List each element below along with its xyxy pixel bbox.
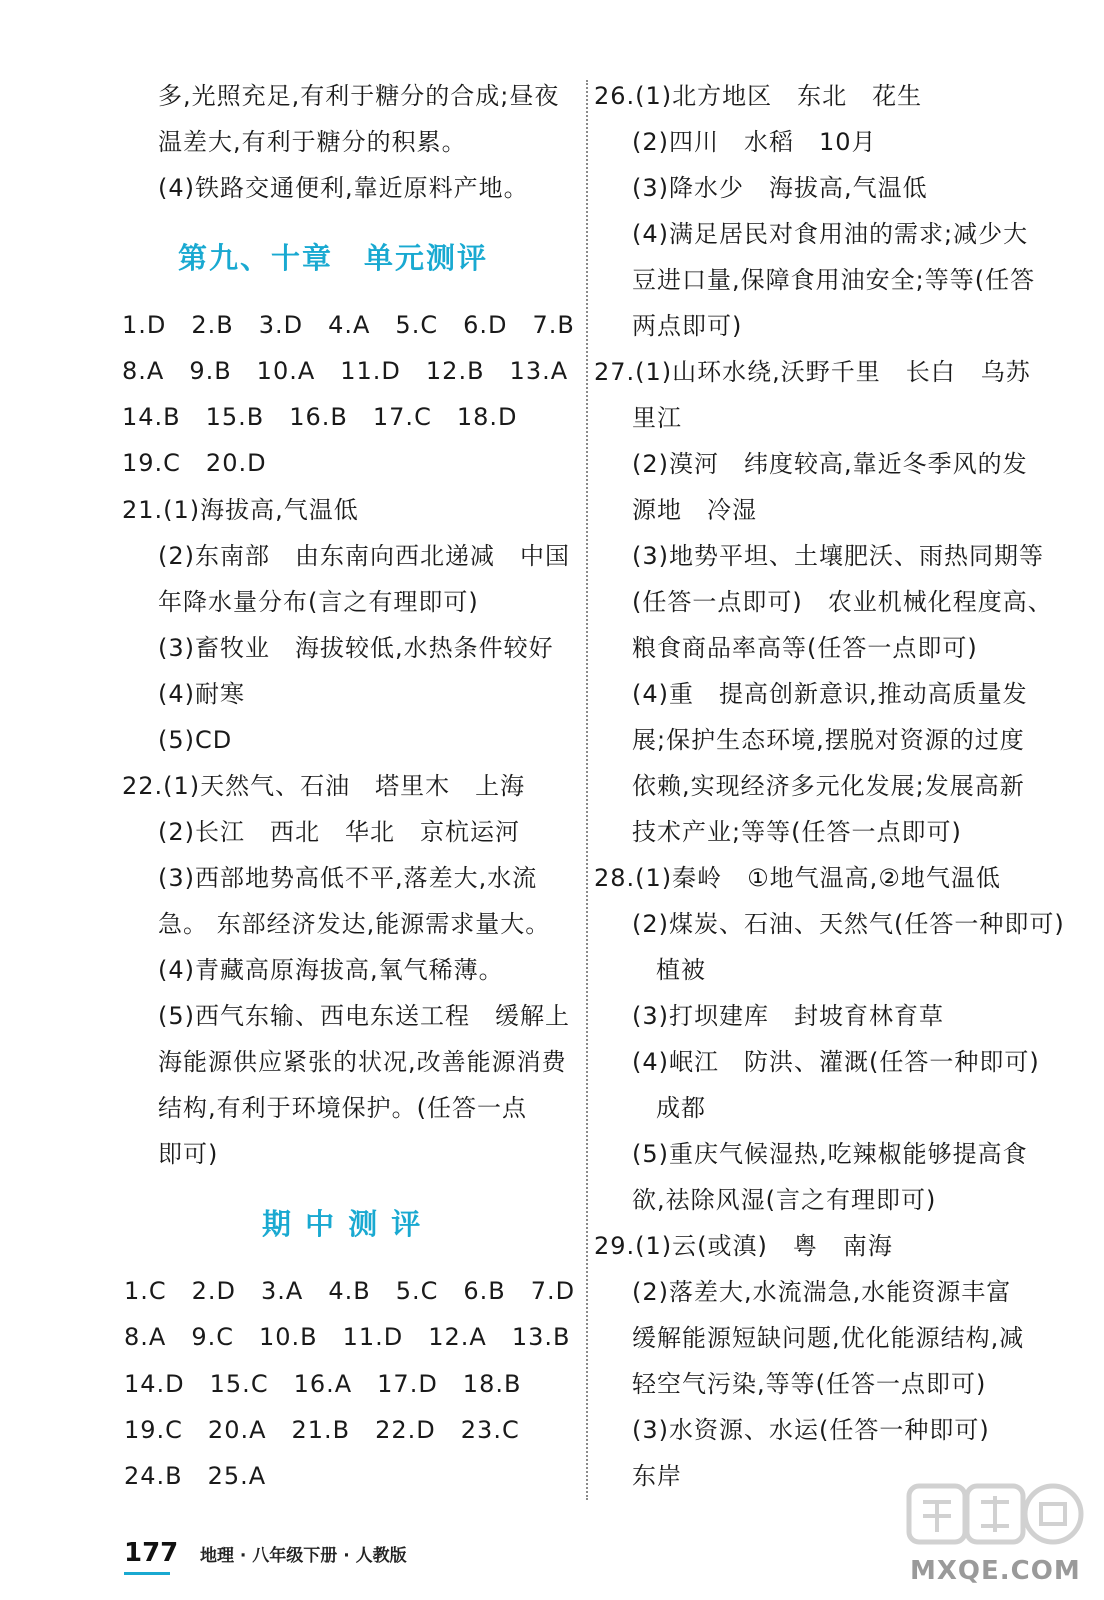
text-line: 多,光照充足,有利于糖分的合成;昼夜: [158, 82, 560, 110]
answer-line: 技术产业;等等(任答一点即可): [632, 818, 962, 846]
answer-line: 豆进口量,保障食用油安全;等等(任答: [632, 266, 1036, 294]
answer-line: 欲,祛除风湿(言之有理即可): [632, 1186, 937, 1214]
answer-line: (5)西气东输、西电东送工程 缓解上: [158, 1002, 570, 1030]
book-info: 地理 · 八年级下册 · 人教版: [200, 1546, 407, 1566]
answer-line: 14.D 15.C 16.A 17.D 18.B: [124, 1370, 522, 1398]
answer-line: (3)西部地势高低不平,落差大,水流: [158, 864, 538, 892]
section-title-midterm: 期 中 测 评: [262, 1207, 423, 1241]
answer-line: 依赖,实现经济多元化发展;发展高新: [632, 772, 1025, 800]
answer-line: (4)岷江 防洪、灌溉(任答一种即可): [632, 1048, 1040, 1076]
answer-line: 东岸: [632, 1462, 682, 1490]
answer-line: (2)四川 水稻 10月: [632, 128, 877, 156]
answer-line: 粮食商品率高等(任答一点即可): [632, 634, 978, 662]
answer-line: 22.(1)天然气、石油 塔里木 上海: [122, 772, 526, 800]
answer-line: 1.C 2.D 3.A 4.B 5.C 6.B 7.D: [124, 1277, 576, 1305]
answer-line: (任答一点即可) 农业机械化程度高、: [632, 588, 1053, 616]
answer-line: (2)长江 西北 华北 京杭运河: [158, 818, 520, 846]
text-line: 温差大,有利于糖分的积累。: [158, 128, 467, 156]
text-line: (4)铁路交通便利,靠近原料产地。: [158, 174, 529, 202]
answer-line: (3)畜牧业 海拔较低,水热条件较好: [158, 634, 554, 662]
answer-line: 年降水量分布(言之有理即可): [158, 588, 479, 616]
answer-line: (4)满足居民对食用油的需求;减少大: [632, 220, 1029, 248]
answer-line: 24.B 25.A: [124, 1462, 267, 1490]
answer-line: 植被: [656, 956, 706, 984]
answer-line: (4)青藏高原海拔高,氧气稀薄。: [158, 956, 504, 984]
answer-line: 结构,有利于环境保护。(任答一点: [158, 1094, 527, 1122]
answer-line: (4)耐寒: [158, 680, 245, 708]
answer-line: 缓解能源短缺问题,优化能源结构,减: [632, 1324, 1025, 1352]
answer-line: (4)重 提高创新意识,推动高质量发: [632, 680, 1028, 708]
answer-line: (3)打坝建库 封坡育林育草: [632, 1002, 944, 1030]
answer-line: 两点即可): [632, 312, 743, 340]
answer-line: 源地 冷湿: [632, 496, 757, 524]
page-number-underline: [124, 1572, 170, 1575]
answer-line: (3)地势平坦、土壤肥沃、雨热同期等: [632, 542, 1044, 570]
page-number: 177: [124, 1538, 179, 1568]
answer-line: 轻空气污染,等等(任答一点即可): [632, 1370, 987, 1398]
answer-line: 即可): [158, 1140, 219, 1168]
answer-line: 海能源供应紧张的状况,改善能源消费: [158, 1048, 567, 1076]
answer-line: 19.C 20.A 21.B 22.D 23.C: [124, 1416, 520, 1444]
answer-line: (5)重庆气候湿热,吃辣椒能够提高食: [632, 1140, 1028, 1168]
answer-line: 29.(1)云(或滇) 粤 南海: [594, 1232, 893, 1260]
answer-line: (2)煤炭、石油、天然气(任答一种即可): [632, 910, 1065, 938]
answer-line: (5)CD: [158, 726, 233, 754]
watermark-text: MXQE.COM: [910, 1556, 1081, 1586]
answer-line: 26.(1)北方地区 东北 花生: [594, 82, 923, 110]
answer-line: 急。 东部经济发达,能源需求量大。: [158, 910, 551, 938]
column-divider: [586, 80, 588, 1500]
answer-line: 8.A 9.B 10.A 11.D 12.B 13.A: [122, 357, 569, 385]
answer-line: (2)东南部 由东南向西北递减 中国: [158, 542, 570, 570]
answer-line: 19.C 20.D: [122, 449, 267, 477]
answer-line: 14.B 15.B 16.B 17.C 18.D: [122, 403, 518, 431]
answer-line: 8.A 9.C 10.B 11.D 12.A 13.B: [124, 1323, 571, 1351]
section-title-unit-test: 第九、十章 单元测评: [178, 241, 489, 275]
answer-line: 21.(1)海拔高,气温低: [122, 496, 359, 524]
answer-line: 28.(1)秦岭 ①地气温高,②地气温低: [594, 864, 1001, 892]
answer-line: 1.D 2.B 3.D 4.A 5.C 6.D 7.B: [122, 311, 575, 339]
answer-line: 展;保护生态环境,摆脱对资源的过度: [632, 726, 1025, 754]
answer-line: (3)水资源、水运(任答一种即可): [632, 1416, 990, 1444]
answer-line: 27.(1)山环水绕,沃野千里 长白 乌苏: [594, 358, 1031, 386]
answer-line: (2)落差大,水流湍急,水能资源丰富: [632, 1278, 1012, 1306]
answer-line: 里江: [632, 404, 682, 432]
answer-line: 成都: [656, 1094, 706, 1122]
answer-line: (2)漠河 纬度较高,靠近冬季风的发: [632, 450, 1028, 478]
answer-line: (3)降水少 海拔高,气温低: [632, 174, 928, 202]
